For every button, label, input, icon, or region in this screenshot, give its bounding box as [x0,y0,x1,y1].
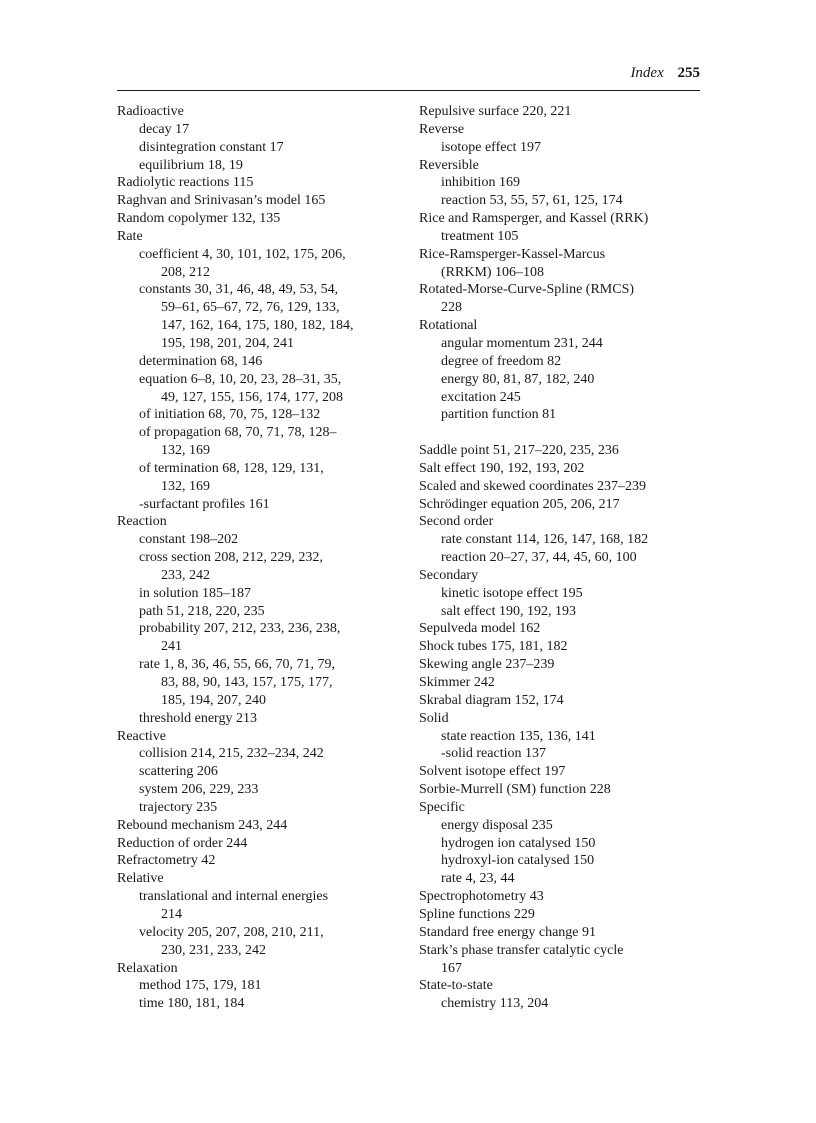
index-subentry: reaction 53, 55, 57, 61, 125, 174 [441,193,623,209]
index-entry: Reverse [419,121,465,137]
index-entry: Saddle point 51, 217–220, 235, 236 [419,443,619,459]
index-entry: Skewing angle 237–239 [419,657,555,673]
index-subentry: 228 [441,300,462,316]
index-subentry: energy 80, 81, 87, 182, 240 [441,371,595,387]
index-subentry: scattering 206 [139,764,218,780]
index-subentry: disintegration constant 17 [139,139,284,155]
index-subentry: kinetic isotope effect 195 [441,585,583,601]
index-subentry: system 206, 229, 233 [139,782,259,798]
index-entry: Refractometry 42 [117,853,216,869]
index-subentry: treatment 105 [441,228,519,244]
index-subentry: hydroxyl-ion catalysed 150 [441,853,595,869]
index-entry: Reversible [419,157,479,173]
letter-group-gap [419,424,709,442]
index-column-left [117,103,407,1013]
index-subentry: partition function 81 [441,407,557,423]
index-continuation: 132, 169 [161,478,210,494]
index-continuation: 49, 127, 155, 156, 174, 177, 208 [161,389,343,405]
index-entry: Rice-Ramsperger-Kassel-Marcus [419,246,606,262]
index-subentry: chemistry 113, 204 [441,996,549,1012]
index-subentry: inhibition 169 [441,175,520,191]
index-continuation: 132, 169 [161,443,210,459]
index-entry: Rice and Ramsperger, and Kassel (RRK) [419,211,649,227]
index-entry: Spline functions 229 [419,906,535,922]
index-subentry: equilibrium 18, 19 [139,157,243,173]
index-entry: Repulsive surface 220, 221 [419,104,572,119]
index-subentry: excitation 245 [441,389,521,405]
index-subentry: threshold energy 213 [139,710,257,726]
index-continuation: 59–61, 65–67, 72, 76, 129, 133, [161,300,340,316]
index-column-right [419,103,709,1013]
index-subentry: translational and internal energies [139,889,329,905]
index-entry: Reaction [117,514,167,530]
index-entry: Sepulveda model 162 [419,621,541,637]
index-subentry: in solution 185–187 [139,585,252,601]
index-subentry: of initiation 68, 70, 75, 128–132 [139,407,321,423]
index-continuation: 83, 88, 90, 143, 157, 175, 177, [161,675,333,690]
index-subentry: time 180, 181, 184 [139,996,245,1012]
index-subentry: coefficient 4, 30, 101, 102, 175, 206, [139,246,346,262]
index-subentry: collision 214, 215, 232–234, 242 [139,746,324,762]
page-number: 255 [677,65,700,81]
index-continuation: 147, 162, 164, 175, 180, 182, 184, [161,318,354,334]
index-entry: Salt effect 190, 192, 193, 202 [419,460,585,476]
index-subentry: method 175, 179, 181 [139,978,262,994]
index-entry: Solid [419,710,449,726]
index-subentry: rate 1, 8, 36, 46, 55, 66, 70, 71, 79, [139,657,335,673]
index-entry: State-to-state [419,978,493,994]
index-subentry: -surfactant profiles 161 [139,496,270,512]
index-entry: Relaxation [117,960,178,976]
index-subentry: path 51, 218, 220, 235 [139,603,265,619]
index-continuation: 185, 194, 207, 240 [161,692,266,708]
index-subentry: hydrogen ion catalysed 150 [441,835,596,851]
index-entry: Skrabal diagram 152, 174 [419,692,564,708]
index-entry: Standard free energy change 91 [419,924,596,940]
index-subentry: of propagation 68, 70, 71, 78, 128– [139,425,337,441]
index-subentry: cross section 208, 212, 229, 232, [139,550,323,566]
index-continuation: 214 [161,906,182,922]
index-subentry: velocity 205, 207, 208, 210, 211, [139,924,324,940]
index-continuation: 208, 212 [161,264,210,280]
index-entry: Secondary [419,567,479,583]
index-subentry: (RRKM) 106–108 [441,264,545,280]
index-entry: Rebound mechanism 243, 244 [117,817,288,833]
index-subentry: state reaction 135, 136, 141 [441,728,596,744]
index-entry: Spectrophotometry 43 [419,889,544,905]
index-entry: Stark’s phase transfer catalytic cycle [419,942,624,958]
index-entry: Schrödinger equation 205, 206, 217 [419,496,620,512]
running-title: Index [630,65,664,81]
index-subentry: constants 30, 31, 46, 48, 49, 53, 54, [139,282,339,298]
index-subentry: trajectory 235 [139,799,218,815]
index-entry: Rotated-Morse-Curve-Spline (RMCS) [419,282,635,298]
index-subentry: equation 6–8, 10, 20, 23, 28–31, 35, [139,371,342,387]
index-subentry: angular momentum 231, 244 [441,335,603,351]
header-rule [117,90,700,91]
index-continuation: 230, 231, 233, 242 [161,942,266,958]
index-entry: Skimmer 242 [419,675,495,690]
index-entry: Raghvan and Srinivasan’s model 165 [117,193,326,209]
index-subentry: probability 207, 212, 233, 236, 238, [139,621,341,637]
index-entry: Reduction of order 244 [117,835,248,851]
index-entry: Random copolymer 132, 135 [117,211,281,227]
index-subentry: reaction 20–27, 37, 44, 45, 60, 100 [441,550,637,566]
index-subentry: rate constant 114, 126, 147, 168, 182 [441,532,649,548]
index-entry: Radiolytic reactions 115 [117,175,254,191]
index-continuation: 241 [161,639,182,655]
index-continuation: 195, 198, 201, 204, 241 [161,335,294,351]
index-subentry: rate 4, 23, 44 [441,871,515,887]
index-entry: Relative [117,871,164,887]
index-entry: Scaled and skewed coordinates 237–239 [419,478,647,494]
index-entry: Reactive [117,728,166,744]
index-subentry: energy disposal 235 [441,817,553,833]
index-subentry: degree of freedom 82 [441,353,562,369]
index-subentry: of termination 68, 128, 129, 131, [139,460,324,476]
index-continuation: 233, 242 [161,567,210,583]
index-entry: Second order [419,514,494,530]
index-entry: Rotational [419,318,478,334]
running-header [117,62,700,84]
index-entry: Sorbie-Murrell (SM) function 228 [419,782,611,798]
index-subentry: salt effect 190, 192, 193 [441,603,577,619]
index-entry: Specific [419,799,465,815]
index-entry: Radioactive [117,104,184,119]
index-subentry: isotope effect 197 [441,139,542,155]
index-subentry: constant 198–202 [139,532,239,548]
index-subentry: decay 17 [139,121,190,137]
index-entry: Rate [117,228,143,244]
index-subentry: determination 68, 146 [139,353,263,369]
index-subentry: 167 [441,960,462,976]
index-entry: Solvent isotope effect 197 [419,764,566,780]
index-subentry: -solid reaction 137 [441,746,546,762]
index-entry: Shock tubes 175, 181, 182 [419,639,568,655]
